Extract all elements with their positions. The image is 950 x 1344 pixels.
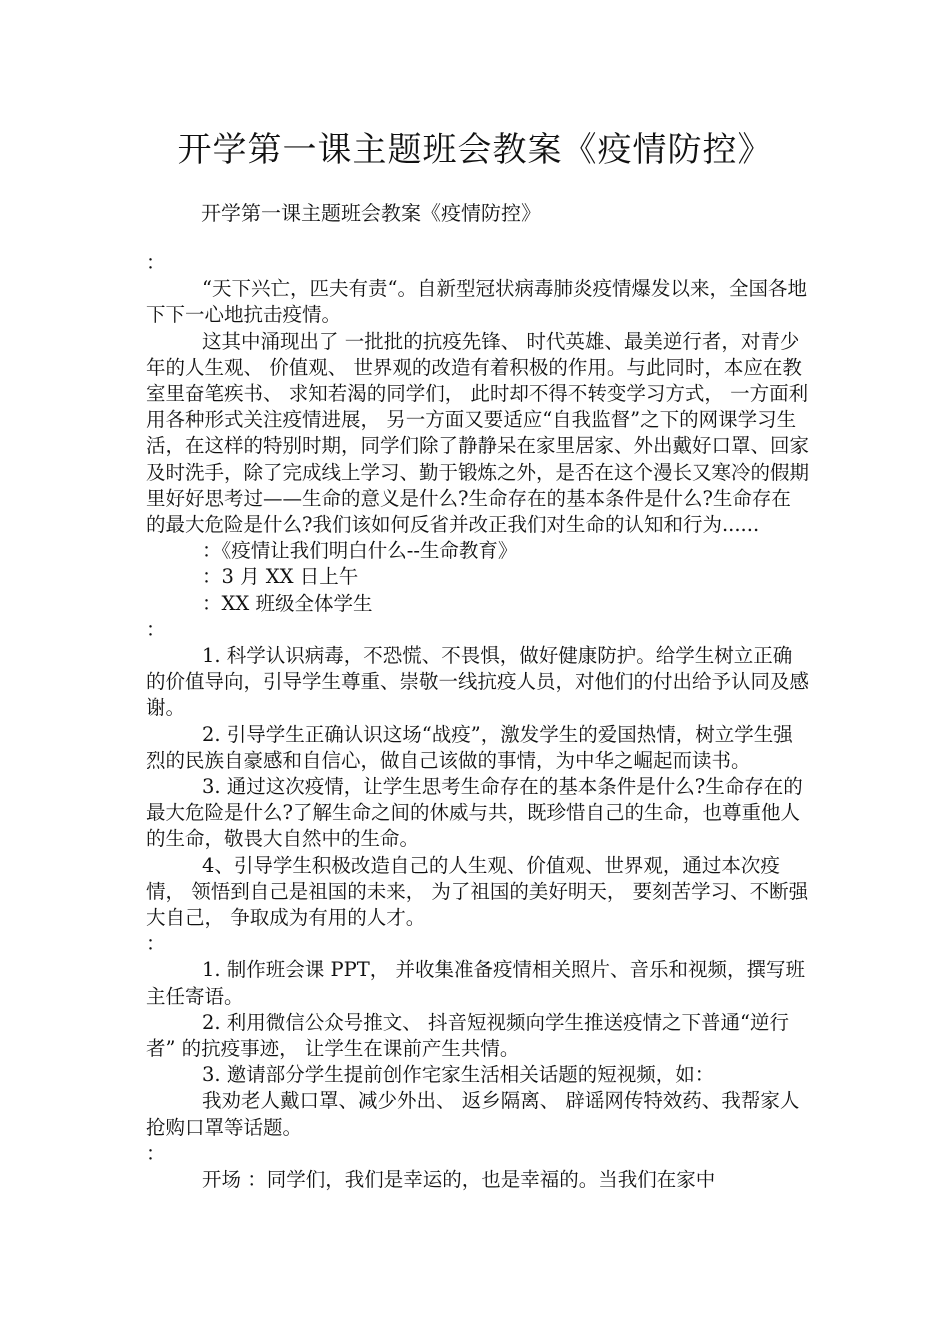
prep-item-1: 1. 制作班会课 PPT， 并收集准备疫情相关照片、音乐和视频，撰写班主任寄语。 — [146, 958, 805, 1008]
section-marker: ： — [146, 617, 166, 641]
goal-item-2: 2. 引导学生正确认识这场“战疫”，激发学生的爱国热情，树立学生强烈的民族自豪感和自信心，做自己该做的事情，为中华之崛起而读书。 — [146, 722, 793, 772]
goal-item-4: 4、引导学生积极改造自己的人生观、价值观、世界观，通过本次疫情， 领悟到自己是祖国的未来， 为了祖国的美好明天， 要刻苦学习、不断强大自己， 争取成为有用的人才。 — [146, 853, 809, 930]
document-body — [146, 250, 810, 1193]
paragraph-background: 这其中涌现出了 一批批的抗疫先锋、 时代英雄、最美逆行者，对青少年的人生观、 价值观、 世界观的改造有着积极的作用。与此同时，本应在教室里奋笔疾书、 求知若渴的同学们， 此时却不得不转变学习方式， 一方面利用各种形式关注疫情进展， 另一方面又要适应“自我监督”之下的网课学习生活，在这样的特别时期，同学们除了静静呆在家里居家、外出戴好口罩、回家及时洗手，除了完成线上学习、勤于锻炼之外，是否在这个漫长又寒冷的假期里好好思考过——生命的意义是什么?生命存在的基本条件是什么?生命存在的最大危险是什么?我们该如何反省并改正我们对生命的认知和行为...... — [146, 329, 810, 537]
topic-line: ：《疫情让我们明白什么--生命教育》 — [202, 539, 518, 563]
section-marker: ： — [146, 932, 166, 956]
time-line: ：3 月 XX 日上午 — [202, 565, 359, 589]
audience-line: ：XX 班级全体学生 — [202, 591, 373, 615]
goal-item-3: 3. 通过这次疫情，让学生思考生命存在的基本条件是什么?生命存在的最大危险是什么?了解生命之间的休威与共，既珍惜自己的生命，也尊重他人的生命，敬畏大自然中的生命。 — [146, 775, 803, 851]
section-marker: ： — [146, 251, 166, 274]
goal-item-1: 1. 科学认识病毒，不恐慌、不畏惧，做好健康防护。给学生树立正确的价值导向，引导学生尊重、崇敬一线抗疫人员，对他们的付出给予认同及感谢。 — [146, 644, 810, 720]
section-marker: ： — [146, 1141, 166, 1165]
prep-item-2: 2. 利用微信公众号推文、 抖音短视频向学生推送疫情之下普通“逆行者” 的抗疫事迹， 让学生在课前产生共情。 — [146, 1010, 789, 1061]
prep-item-3-detail: 我劝老人戴口罩、减少外出、 返乡隔离、 辟谣网传特效药、我帮家人抢购口罩等话题。 — [146, 1089, 800, 1139]
paragraph-intro: “天下兴亡，匹夫有责“。自新型冠状病毒肺炎疫情爆发以来，全国各地下下一心地抗击疫情。 — [146, 277, 807, 327]
prep-item-3: 3. 邀请部分学生提前创作宅家生活相关话题的短视频，如： — [202, 1063, 715, 1087]
document-title: 开学第一课主题班会教案《疫情防控》 — [177, 130, 773, 170]
opening-paragraph: 开场 ：同学们，我们是幸运的，也是幸福的。当我们在家中 — [202, 1168, 716, 1192]
document-subtitle: 开学第一课主题班会教案《疫情防控》 — [201, 201, 541, 225]
